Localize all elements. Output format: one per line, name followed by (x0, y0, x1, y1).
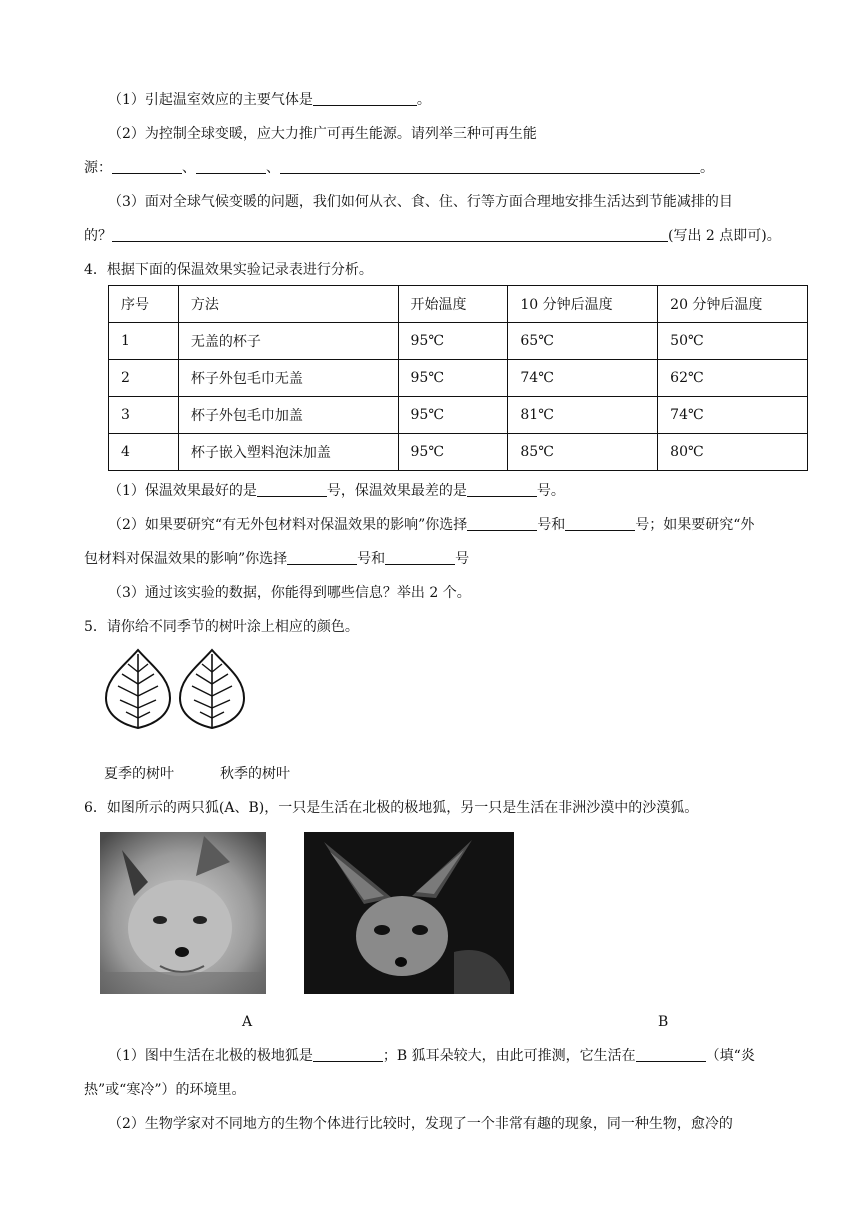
q4-item-2-text-c: 号；如果要研究“外 (635, 517, 755, 533)
q4-item-2-text-b: 号和 (537, 517, 566, 533)
q3-blank-gas[interactable] (313, 91, 417, 106)
photo-label-b: B (658, 1014, 669, 1030)
table-row (109, 397, 808, 434)
table-row (109, 323, 808, 360)
header-cell: 10 分钟后温度 (508, 286, 658, 323)
table-cell: 81℃ (508, 397, 658, 434)
q5-heading (84, 617, 359, 637)
q4-item-2-cont (84, 549, 469, 569)
q6-item-1-cont (84, 1080, 245, 1100)
q4-item-2-text-d: 包材料对保温效果的影响”你选择 (84, 551, 288, 567)
q4-number: 4． (84, 262, 107, 278)
table-cell: 50℃ (658, 323, 808, 360)
table-cell: 2 (109, 360, 179, 397)
q4-blank-best[interactable] (257, 482, 327, 497)
q3-item-3-cont (84, 226, 781, 246)
q3-blank-energy-1[interactable] (112, 159, 182, 174)
q3-item-1-end: 。 (416, 92, 431, 108)
table-cell: 65℃ (508, 323, 658, 360)
table-cell: 80℃ (658, 434, 808, 471)
header-cell: 方法 (178, 286, 398, 323)
table-cell: 62℃ (658, 360, 808, 397)
q3-blank-energy-3[interactable] (280, 159, 700, 174)
q4-item-3 (108, 583, 471, 603)
q4-blank-cover-2[interactable] (565, 516, 635, 531)
summer-leaf-icon[interactable] (104, 648, 172, 730)
q3-blank-energy-2[interactable] (196, 159, 266, 174)
q6-number: 6． (84, 800, 107, 816)
q4-heading (84, 260, 373, 280)
q3-item-3-text: （3）面对全球气候变暖的问题，我们如何从衣、食、住、行等方面合理地安排生活达到节能减排的目 (108, 194, 733, 210)
q3-item-1 (108, 90, 431, 110)
q3-item-2-cont-text: 源： (84, 160, 112, 176)
arctic-fox-photo (100, 832, 266, 994)
table-cell: 95℃ (398, 397, 508, 434)
q4-item-1 (108, 481, 565, 501)
q3-item-3-cont-text: 的？ (84, 228, 112, 244)
autumn-caption: 秋季的树叶 (220, 766, 290, 782)
q6-item-1-text-b: ；B 狐耳朵较大，由此可推测，它生活在 (382, 1048, 636, 1064)
q6-item-1-text-c: （填“炎 (705, 1048, 755, 1064)
table-cell: 74℃ (658, 397, 808, 434)
table-cell: 74℃ (508, 360, 658, 397)
q6-heading (84, 798, 698, 818)
table-cell: 85℃ (508, 434, 658, 471)
desert-fox-photo (304, 832, 514, 994)
table-cell: 杯子外包毛巾无盖 (178, 360, 398, 397)
q6-item-2-text: （2）生物学家对不同地方的生物个体进行比较时，发现了一个非常有趣的现象，同一种生物，愈冷的 (108, 1116, 733, 1132)
q6-blank-arctic-fox[interactable] (313, 1047, 383, 1062)
table-cell: 95℃ (398, 360, 508, 397)
table-cell: 无盖的杯子 (178, 323, 398, 360)
q3-sep-2: 、 (266, 160, 280, 176)
q4-blank-material-1[interactable] (287, 550, 357, 565)
experiment-table (108, 285, 808, 471)
header-cell: 开始温度 (398, 286, 508, 323)
q5-title: 请你给不同季节的树叶涂上相应的颜色。 (106, 619, 359, 635)
q6-blank-climate[interactable] (636, 1047, 706, 1062)
q3-item-3 (108, 192, 733, 212)
table-cell: 杯子外包毛巾加盖 (178, 397, 398, 434)
q3-item-2 (108, 124, 537, 144)
q3-item-2-cont (84, 158, 714, 178)
q4-title: 根据下面的保温效果实验记录表进行分析。 (106, 262, 373, 278)
table-row (109, 434, 808, 471)
q4-item-2 (108, 515, 754, 535)
q3-item-2-text: （2）为控制全球变暖，应大力推广可再生能源。请列举三种可再生能 (108, 126, 537, 142)
q4-item-2-text-f: 号 (455, 551, 470, 567)
q6-item-1-text-d: 热”或“寒冷”）的环境里。 (84, 1082, 246, 1098)
q4-item-2-text-e: 号和 (357, 551, 386, 567)
q6-title: 如图所示的两只狐(A、B)，一只是生活在北极的极地狐，另一只是生活在非洲沙漠中的沙漠狐。 (106, 800, 699, 816)
q3-item-2-end: 。 (700, 160, 714, 176)
q4-item-2-text-a: （2）如果要研究“有无外包材料对保温效果的影响”你选择 (108, 517, 468, 533)
q4-item-1-text-b: 号，保温效果最差的是 (326, 483, 467, 499)
table-cell: 95℃ (398, 323, 508, 360)
header-cell: 20 分钟后温度 (658, 286, 808, 323)
summer-caption: 夏季的树叶 (104, 766, 174, 782)
q4-blank-material-2[interactable] (385, 550, 455, 565)
header-cell: 序号 (109, 286, 179, 323)
autumn-leaf-icon[interactable] (178, 648, 246, 730)
q4-item-1-text-c: 号。 (536, 483, 565, 499)
q5-number: 5． (84, 619, 107, 635)
table-header-row (109, 286, 808, 323)
table-cell: 95℃ (398, 434, 508, 471)
q3-sep-1: 、 (182, 160, 196, 176)
table-row (109, 360, 808, 397)
table-cell: 1 (109, 323, 179, 360)
q3-blank-actions[interactable] (112, 227, 668, 242)
q3-item-1-text: （1）引起温室效应的主要气体是 (108, 92, 313, 108)
q4-item-1-text-a: （1）保温效果最好的是 (108, 483, 257, 499)
q3-item-3-end: (写出 2 点即可)。 (668, 228, 781, 244)
q4-item-3-text: （3）通过该实验的数据，你能得到哪些信息？举出 2 个。 (108, 585, 471, 601)
q6-item-2 (108, 1114, 733, 1134)
photo-label-a: A (242, 1014, 253, 1030)
leaf-captions (104, 764, 290, 784)
table-cell: 杯子嵌入塑料泡沫加盖 (178, 434, 398, 471)
q4-blank-worst[interactable] (467, 482, 537, 497)
table-cell: 4 (109, 434, 179, 471)
q6-item-1 (108, 1046, 755, 1066)
q4-blank-cover-1[interactable] (467, 516, 537, 531)
q6-item-1-text-a: （1）图中生活在北极的极地狐是 (108, 1048, 313, 1064)
table-cell: 3 (109, 397, 179, 434)
